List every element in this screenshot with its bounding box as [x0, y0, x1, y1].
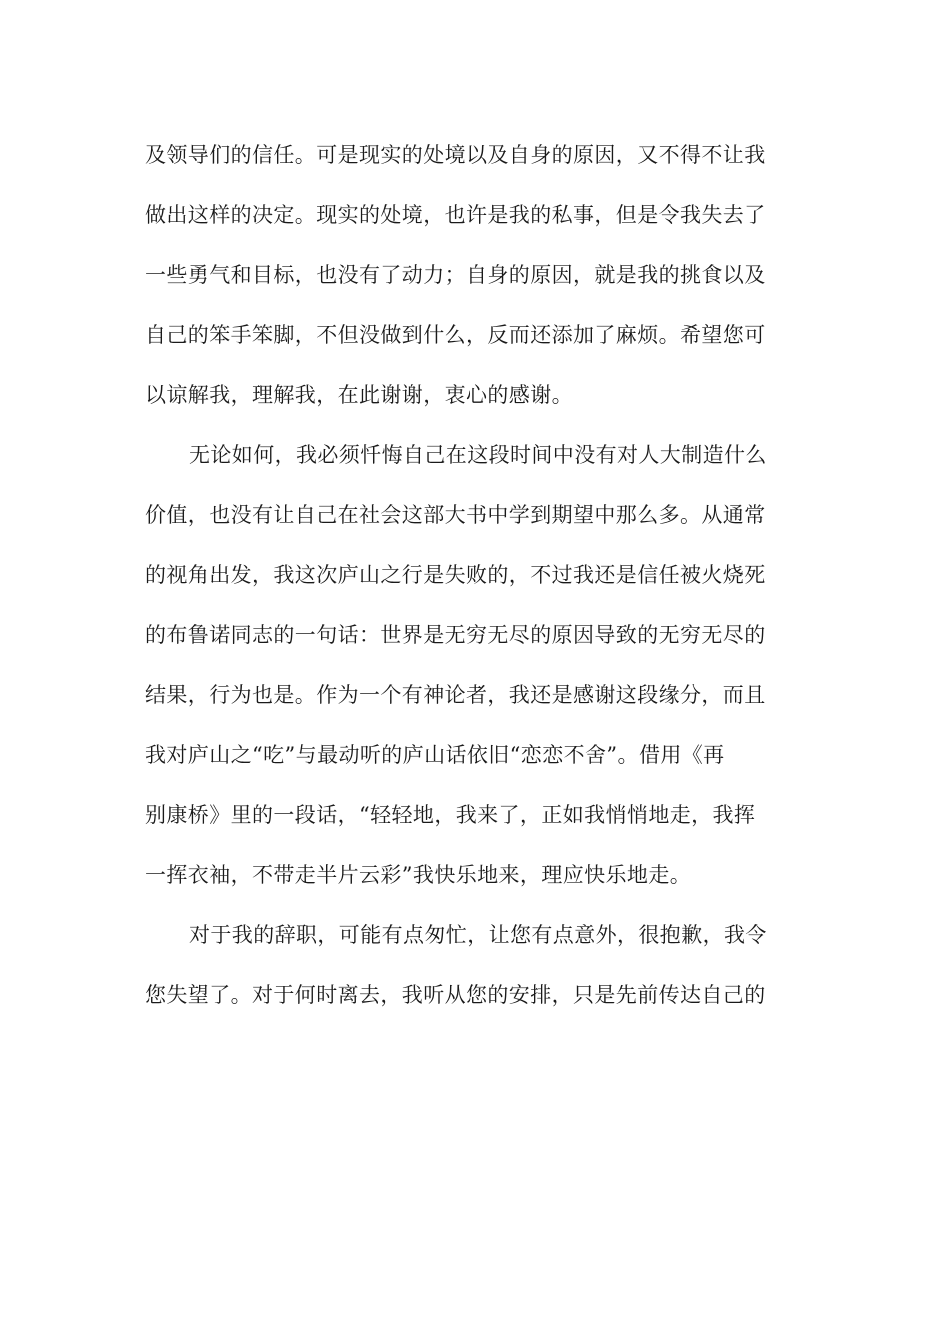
text-line-14: 对于我的辞职，可能有点匆忙，让您有点意外，很抱歉，我令 — [189, 923, 767, 947]
text-line-15: 您失望了。对于何时离去，我听从您的安排，只是先前传达自己的 — [145, 983, 766, 1007]
text-line-13: 一挥衣袖，不带走半片云彩”我快乐地来，理应快乐地走。 — [145, 863, 692, 887]
text-line-2: 做出这样的决定。现实的处境，也许是我的私事，但是令我失去了 — [145, 203, 766, 227]
text-line-1: 及领导们的信任。可是现实的处境以及自身的原因，又不得不让我 — [145, 143, 766, 167]
text-line-4: 自己的笨手笨脚，不但没做到什么，反而还添加了麻烦。希望您可 — [145, 323, 766, 347]
body-text — [145, 125, 815, 1025]
text-line-6: 无论如何，我必须忏悔自己在这段时间中没有对人大制造什么 — [189, 443, 767, 467]
text-line-12: 别康桥》里的一段话，“轻轻地，我来了，正如我悄悄地走，我挥 — [145, 803, 756, 827]
text-line-3: 一些勇气和目标，也没有了动力；自身的原因，就是我的挑食以及 — [145, 263, 766, 287]
text-line-10: 结果，行为也是。作为一个有神论者，我还是感谢这段缘分，而且 — [145, 683, 766, 707]
text-line-11: 我对庐山之“吃”与最动听的庐山话依旧“恋恋不舍”。借用《再 — [145, 743, 725, 767]
text-line-7: 价值，也没有让自己在社会这部大书中学到期望中那么多。从通常 — [145, 503, 766, 527]
text-line-9: 的布鲁诺同志的一句话：世界是无穷无尽的原因导致的无穷无尽的 — [145, 623, 766, 647]
text-line-8: 的视角出发，我这次庐山之行是失败的，不过我还是信任被火烧死 — [145, 563, 766, 587]
text-line-5: 以谅解我，理解我，在此谢谢，衷心的感谢。 — [145, 383, 573, 407]
